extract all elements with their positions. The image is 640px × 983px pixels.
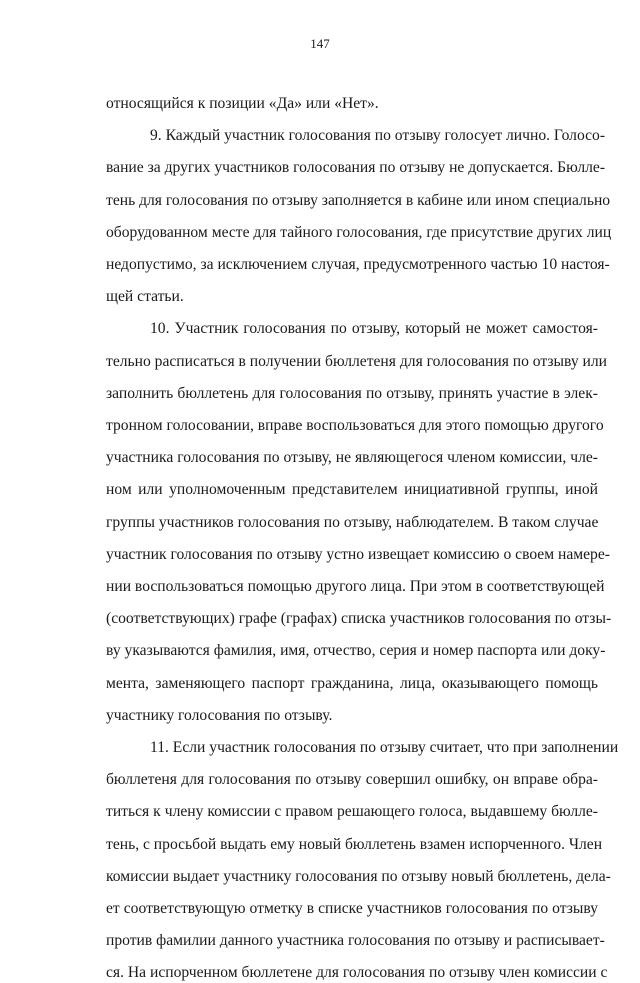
text-line: нии воспользоваться помощью другого лица. При этом в соответствующей	[106, 578, 605, 595]
text-line: недопустимо, за исключением случая, предусмотренного частью 10 настоя-	[106, 256, 610, 273]
text-line: группы участников голосования по отзыву, наблюдателем. В таком случае	[106, 513, 599, 531]
text-line: титься к члену комиссии с правом решающего голоса, выдавшему бюлле-	[106, 803, 598, 821]
text-line: ву указываются фамилия, имя, отчество, серия и номер паспорта или доку-	[106, 642, 606, 660]
text-line: ся. На испорченном бюллетене для голосования по отзыву член комиссии с	[106, 964, 608, 982]
text-line: щей статьи.	[106, 288, 184, 306]
text-line: (соответствующих) графе (графах) списка участников голосования по отзы-	[106, 610, 612, 628]
text-line: оборудованном месте для тайного голосования, где присутствие других лиц	[106, 223, 612, 241]
text-line: бюллетеня для голосования по отзыву совершил ошибку, он вправе обра-	[106, 771, 598, 789]
text-line: участнику голосования по отзыву.	[106, 706, 333, 724]
text-line: 10. Участник голосования по отзыву, который не может самостоя-	[150, 320, 598, 338]
text-line: 11. Если участник голосования по отзыву считает, что при заполнении	[150, 739, 619, 756]
text-line: против фамилии данного участника голосования по отзыву и расписывает-	[106, 932, 605, 950]
text-line: тронном голосовании, вправе воспользоваться для этого помощью другого	[106, 417, 604, 434]
text-line: тень для голосования по отзыву заполняется в кабине или ином специально	[106, 191, 611, 209]
text-line: участника голосования по отзыву, не являющегося членом комиссии, чле-	[106, 449, 598, 467]
text-line: 9. Каждый участник голосования по отзыву голосует лично. Голосо-	[150, 127, 606, 145]
text-line: комиссии выдает участнику голосования по отзыву новый бюллетень, дела-	[106, 867, 611, 885]
text-line: заполнить бюллетень для голосования по отзыву, принять участие в элек-	[106, 384, 598, 402]
text-line: вание за других участников голосования по отзыву не допускается. Бюлле-	[106, 159, 606, 177]
text-line: ет соответствующую отметку в списке участников голосования по отзыву	[106, 900, 598, 917]
text-line: относящийся к позиции «Да» или «Нет».	[106, 95, 379, 112]
text-line: тельно расписаться в получении бюллетеня для голосования по отзыву или	[106, 352, 608, 370]
text-line: тень, с просьбой выдать ему новый бюллетень взамен испорченного. Член	[106, 835, 603, 853]
text-line: мента, заменяющего паспорт гражданина, лица, оказывающего помощь	[106, 674, 598, 692]
text-line: ном или уполномоченным представителем инициативной группы, иной	[106, 481, 598, 499]
text-line: участник голосования по отзыву устно извещает комиссию о своем намере-	[106, 545, 610, 563]
page-number: 147	[310, 36, 330, 51]
